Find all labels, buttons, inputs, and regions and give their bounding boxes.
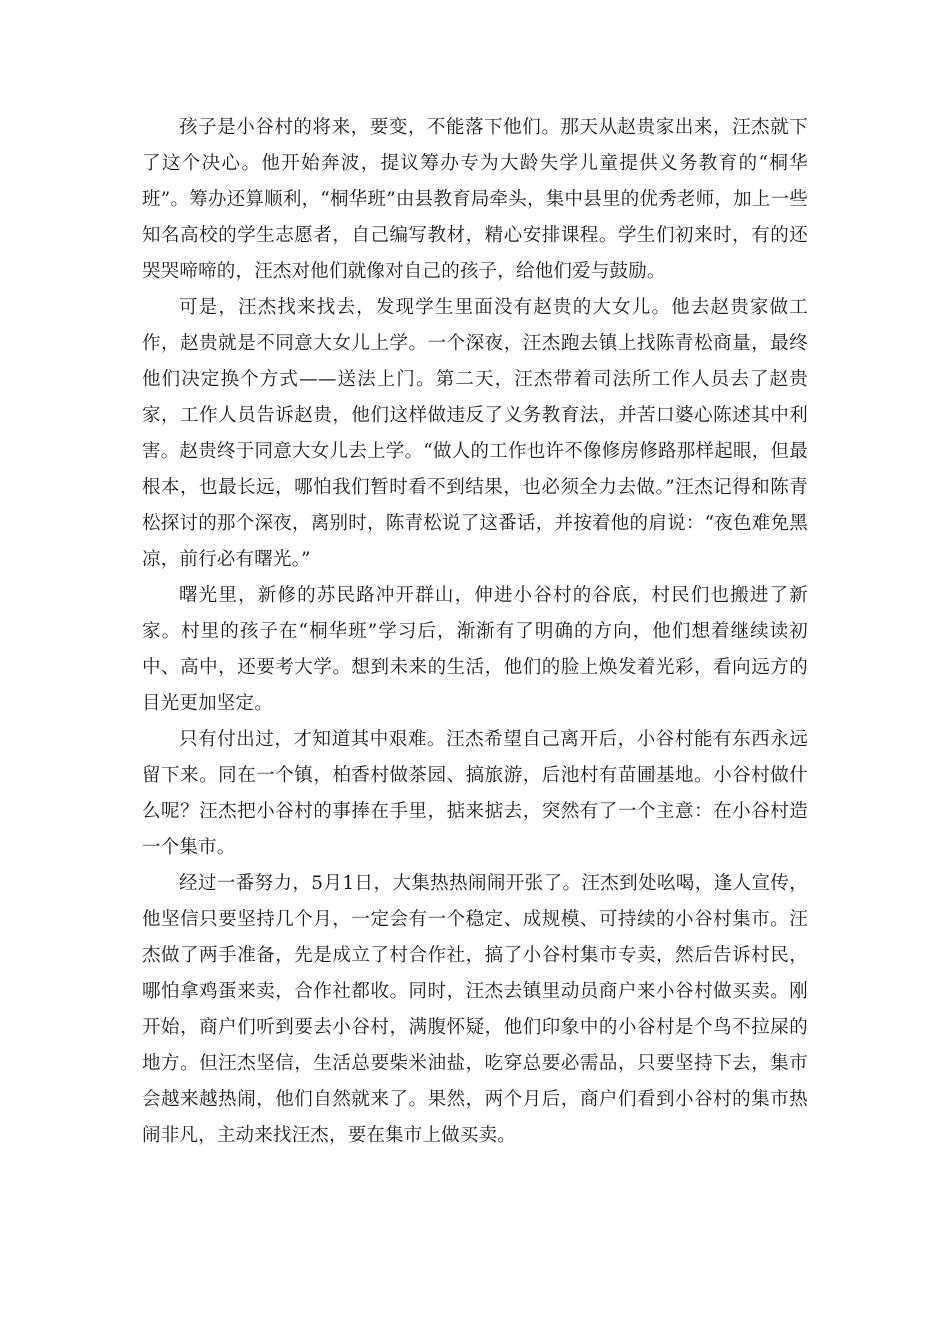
paragraph-4: 只有付出过，才知道其中艰难。汪杰希望自己离开后，小谷村能有东西永远留下来。同在一个镇，柏香村做茶园、搞旅游，后池村有苗圃基地。小谷村做什么呢？汪杰把小谷村的事捧在手里，掂来掂去，突然有了一个主意：在小谷村造一个集市。 — [142, 729, 808, 858]
paragraph-5: 经过一番努力，5月1日，大集热热闹闹开张了。汪杰到处吆喝，逢人宣传，他坚信只要坚持几个月，一定会有一个稳定、成规模、可持续的小谷村集市。汪杰做了两手准备，先是成立了村合作社，搞了小谷村集市专卖，然后告诉村民，哪怕拿鸡蛋来卖，合作社都收。同时，汪杰去镇里动员商户来小谷村做买卖。刚开始，商户们听到要去小谷村，满腹怀疑，他们印象中的小谷村是个鸟不拉屎的地方。但汪杰坚信，生活总要柴米油盐，吃穿总要必需品，只要坚持下去，集市会越来越热闹，他们自然就来了。果然，两个月后，商户们看到小谷村的集市热闹非凡，主动来找汪杰，要在集市上做买卖。 — [142, 873, 808, 1146]
paragraph-1: 孩子是小谷村的将来，要变，不能落下他们。那天从赵贵家出来，汪杰就下了这个决心。他开始奔波，提议筹办专为大龄失学儿童提供义务教育的“桐华班”。筹办还算顺利，“桐华班”由县教育局牵头，集中县里的优秀老师，加上一些知名高校的学生志愿者，自己编写教材，精心安排课程。学生们初来时，有的还哭哭啼啼的，汪杰对他们就像对自己的孩子，给他们爱与鼓励。 — [142, 117, 808, 282]
paragraph-3: 曙光里，新修的苏民路冲开群山，伸进小谷村的谷底，村民们也搬进了新家。村里的孩子在“桐华班”学习后，渐渐有了明确的方向，他们想着继续读初中、高中，还要考大学。想到未来的生活，他们的脸上焕发着光彩，看向远方的目光更加坚定。 — [142, 585, 808, 714]
article-body — [142, 110, 808, 1154]
paragraph-2: 可是，汪杰找来找去，发现学生里面没有赵贵的大女儿。他去赵贵家做工作，赵贵就是不同意大女儿上学。一个深夜，汪杰跑去镇上找陈青松商量，最终他们决定换个方式——送法上门。第二天，汪杰带着司法所工作人员去了赵贵家，工作人员告诉赵贵，他们这样做违反了义务教育法，并苦口婆心陈述其中利害。赵贵终于同意大女儿去上学。“做人的工作也许不像修房修路那样起眼，但最根本，也最长远，哪怕我们暂时看不到结果，也必须全力去做。”汪杰记得和陈青松探讨的那个深夜，离别时，陈青松说了这番话，并按着他的肩说：“夜色难免黑凉，前行必有曙光。” — [142, 297, 808, 570]
